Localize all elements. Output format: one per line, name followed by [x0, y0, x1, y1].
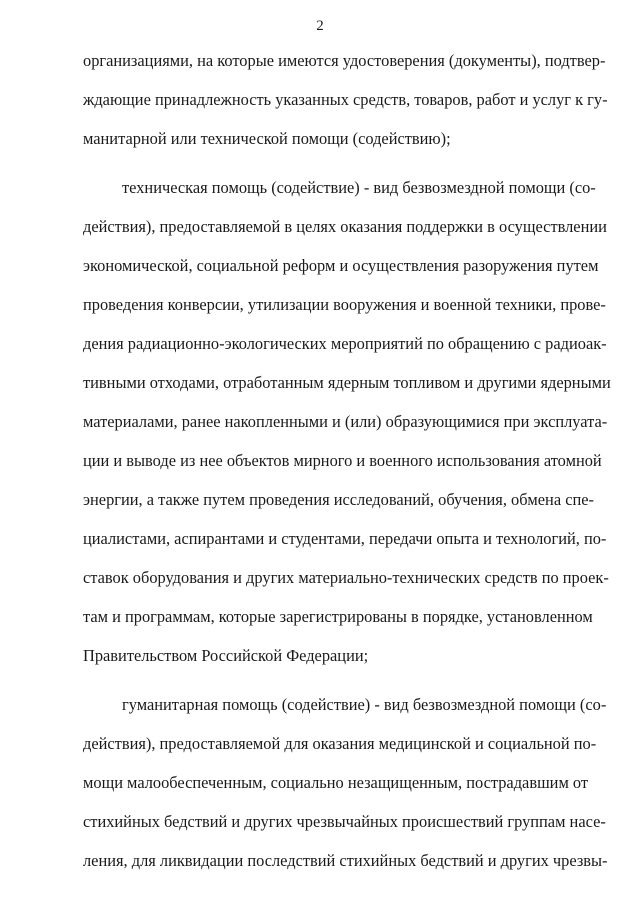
- text-line: ставок оборудования и других материально-технических средств по проек-: [83, 568, 609, 587]
- text-line: гуманитарная помощь (содействие) - вид безвозмездной помощи (со-: [122, 695, 607, 714]
- text-line: материалами, ранее накопленными и (или) образующимися при эксплуата-: [83, 412, 608, 431]
- text-line: мощи малообеспеченным, социально незащищенным, пострадавшим от: [83, 773, 589, 792]
- text-line: действия), предоставляемой в целях оказания поддержки в осуществлении: [83, 217, 607, 236]
- paragraph-technical-assistance: [83, 175, 611, 682]
- text-line: проведения конверсии, утилизации вооружения и военной техники, прове-: [83, 295, 606, 314]
- text-line: циалистами, аспирантами и студентами, передачи опыта и технологий, по-: [83, 529, 607, 548]
- page-number: 2: [316, 18, 324, 34]
- text-line: Правительством Российской Федерации;: [83, 646, 369, 665]
- text-line: действия), предоставляемой для оказания медицинской и социальной по-: [83, 734, 597, 753]
- text-line: ждающие принадлежность указанных средств, товаров, работ и услуг к гу-: [83, 90, 608, 109]
- text-line: дения радиационно-экологических мероприятий по обращению с радиоак-: [83, 334, 607, 353]
- text-line: манитарной или технической помощи (содействию);: [83, 129, 451, 148]
- text-line: энергии, а также путем проведения исследований, обучения, обмена спе-: [83, 490, 594, 509]
- text-line: стихийных бедствий и других чрезвычайных происшествий группам насе-: [83, 812, 606, 831]
- document-body: [83, 48, 611, 887]
- text-line: ции и выводе из нее объектов мирного и военного использования атомной: [83, 451, 602, 470]
- text-line: тивными отходами, отработанным ядерным топливом и другими ядерными: [83, 373, 611, 392]
- text-line: ления, для ликвидации последствий стихийных бедствий и других чрезвы-: [83, 851, 608, 870]
- text-line: организациями, на которые имеются удостоверения (документы), подтвер-: [83, 51, 606, 70]
- text-line: экономической, социальной реформ и осуществления разоружения путем: [83, 256, 599, 275]
- text-line: там и программам, которые зарегистрированы в порядке, установленном: [83, 607, 593, 626]
- text-line: техническая помощь (содействие) - вид безвозмездной помощи (со-: [122, 178, 596, 197]
- paragraph-humanitarian-assistance: [83, 692, 608, 887]
- paragraph-continuation: [83, 48, 608, 165]
